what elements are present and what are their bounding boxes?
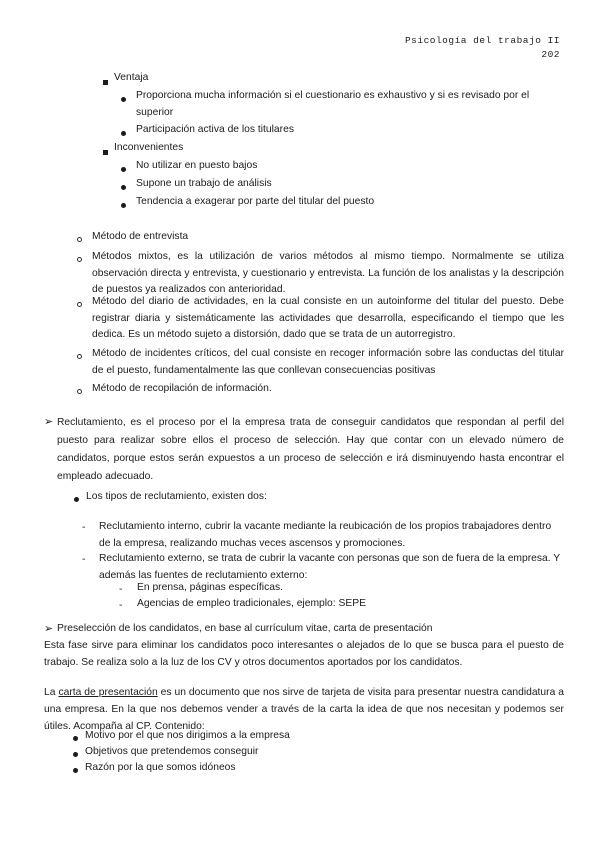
bullet-icon	[121, 131, 126, 136]
arrow-bullet-icon: ➢	[44, 416, 54, 428]
bullet-icon	[121, 167, 126, 172]
metodo-lead: Métodos mixtos,	[92, 251, 171, 262]
bullet-icon	[121, 97, 126, 102]
carta-text: es un documento que nos sirve de tarjeta de visita para presentar nuestra candidatura a una empresa. En la que nos debemos vender a través de la carta la idea de que nos necesitan y podemos ser útiles. Acompaña al CP. Contenido:	[44, 687, 565, 732]
dash-bullet: -	[119, 583, 123, 595]
metodo-text: en la cual consiste en un autoinforme del titular del puesto. Debe registrar diaria y sistemáticamente las actividades que desarrolla, especificando el tiempo que les dedica. Es un método sujeto a distorsión, dado que se trata de un autorregistro.	[92, 296, 565, 340]
inconvenientes-item-1: No utilizar en puesto bajos	[136, 160, 258, 171]
inconvenientes-item-3: Tendencia a exagerar por parte del titular del puesto	[136, 196, 375, 207]
circle-bullet-icon	[77, 302, 82, 307]
tipos-title: Los tipos de reclutamiento, existen dos:	[86, 491, 267, 502]
metodo-lead: Método del diario de actividades,	[92, 296, 249, 307]
bullet-icon	[73, 768, 78, 773]
bullet-icon	[73, 752, 78, 757]
carta-item-2: Objetivos que pretendemos conseguir	[85, 746, 259, 757]
metodo-diario-actividades	[92, 294, 564, 344]
bullet-icon	[121, 203, 126, 208]
circle-bullet-icon	[77, 354, 82, 359]
carta-pre: La	[44, 687, 59, 698]
preseleccion-text: Esta fase sirve para eliminar los candidatos poco interesantes o alejados de lo que se busca para el puesto de trabajo. Se realiza solo a la luz de los CV y otros documentos aportados por los candidatos.	[44, 640, 564, 668]
circle-bullet-icon	[77, 257, 82, 262]
ventaja-title: Ventaja	[114, 72, 149, 83]
arrow-bullet-icon: ➢	[44, 623, 54, 635]
metodo-recopilacion	[92, 381, 272, 398]
reclutamiento-lead: Reclutamiento,	[57, 417, 126, 428]
reclutamiento-paragraph	[57, 414, 564, 486]
dash-bullet: -	[119, 599, 123, 611]
metodo-lead: Método de entrevista	[92, 231, 189, 242]
square-bullet-icon	[103, 80, 108, 85]
fuente-agencias: Agencias de empleo tradicionales, ejemplo: SEPE	[137, 598, 366, 609]
dash-bullet: -	[82, 553, 86, 565]
reclutamiento-externo: Reclutamiento externo, se trata de cubrir la vacante con personas que son de fuera de la empresa. Y además las fuentes de reclutamiento externo:	[99, 553, 560, 581]
dash-bullet: -	[82, 521, 86, 533]
inconvenientes-item-2: Supone un trabajo de análisis	[136, 178, 272, 189]
reclutamiento-text: es el proceso por el la empresa trata de conseguir candidatos que respondan al perfil del puesto para realizar sobre ellos el proceso de selección. Hay que contar con un elevado número de candidatos, porque estos serán expuestos a un proceso de selección e irá disminuyendo hasta encontrar el empleado adecuado.	[57, 417, 564, 482]
ventaja-item-1: Proporciona mucha información si el cuestionario es exhaustivo y si es revisado por el superior	[136, 90, 530, 118]
metodos-mixtos	[92, 249, 564, 299]
inconvenientes-title: Inconvenientes	[114, 142, 184, 153]
circle-bullet-icon	[77, 237, 82, 242]
bullet-icon	[73, 736, 78, 741]
carta-item-1: Motivo por el que nos dirigimos a la empresa	[85, 730, 290, 741]
fuente-prensa: En prensa, páginas específicas.	[137, 582, 283, 593]
ventaja-item-2: Participación activa de los titulares	[136, 124, 294, 135]
square-bullet-icon	[103, 150, 108, 155]
bullet-icon	[121, 185, 126, 190]
metodo-text: del cual consiste en recoger información sobre las conductas del titular de el puesto, fundamentalmente las que conllevan consecuencias positivas	[92, 348, 564, 376]
reclutamiento-interno: Reclutamiento interno, cubrir la vacante mediante la reubicación de los propios trabajadores dentro de la empresa, realizando muchas veces ascensos y promociones.	[99, 521, 552, 549]
bullet-icon	[74, 497, 79, 502]
preseleccion-title: Preselección de los candidatos, en base al currículum vitae, carta de presentación	[57, 623, 433, 634]
metodo-incidentes-criticos	[92, 346, 564, 379]
metodo-entrevista	[92, 229, 188, 246]
metodo-text: es la utilización de varios métodos al mismo tiempo. Normalmente se utiliza observación directa y entrevista, y cuestionario y entrevista. La función de los analistas y la descripción de puestos ya realizados con anterioridad.	[92, 251, 565, 295]
circle-bullet-icon	[77, 389, 82, 394]
header-title: Psicología del trabajo II	[404, 35, 560, 46]
header-year: 202	[541, 49, 560, 60]
metodo-lead: Método de recopilación de información.	[92, 383, 272, 394]
page-header	[405, 34, 560, 62]
metodo-lead: Método de incidentes críticos,	[92, 348, 231, 359]
carta-item-3: Razón por la que somos idóneos	[85, 762, 236, 773]
carta-term: carta de presentación	[58, 687, 158, 698]
